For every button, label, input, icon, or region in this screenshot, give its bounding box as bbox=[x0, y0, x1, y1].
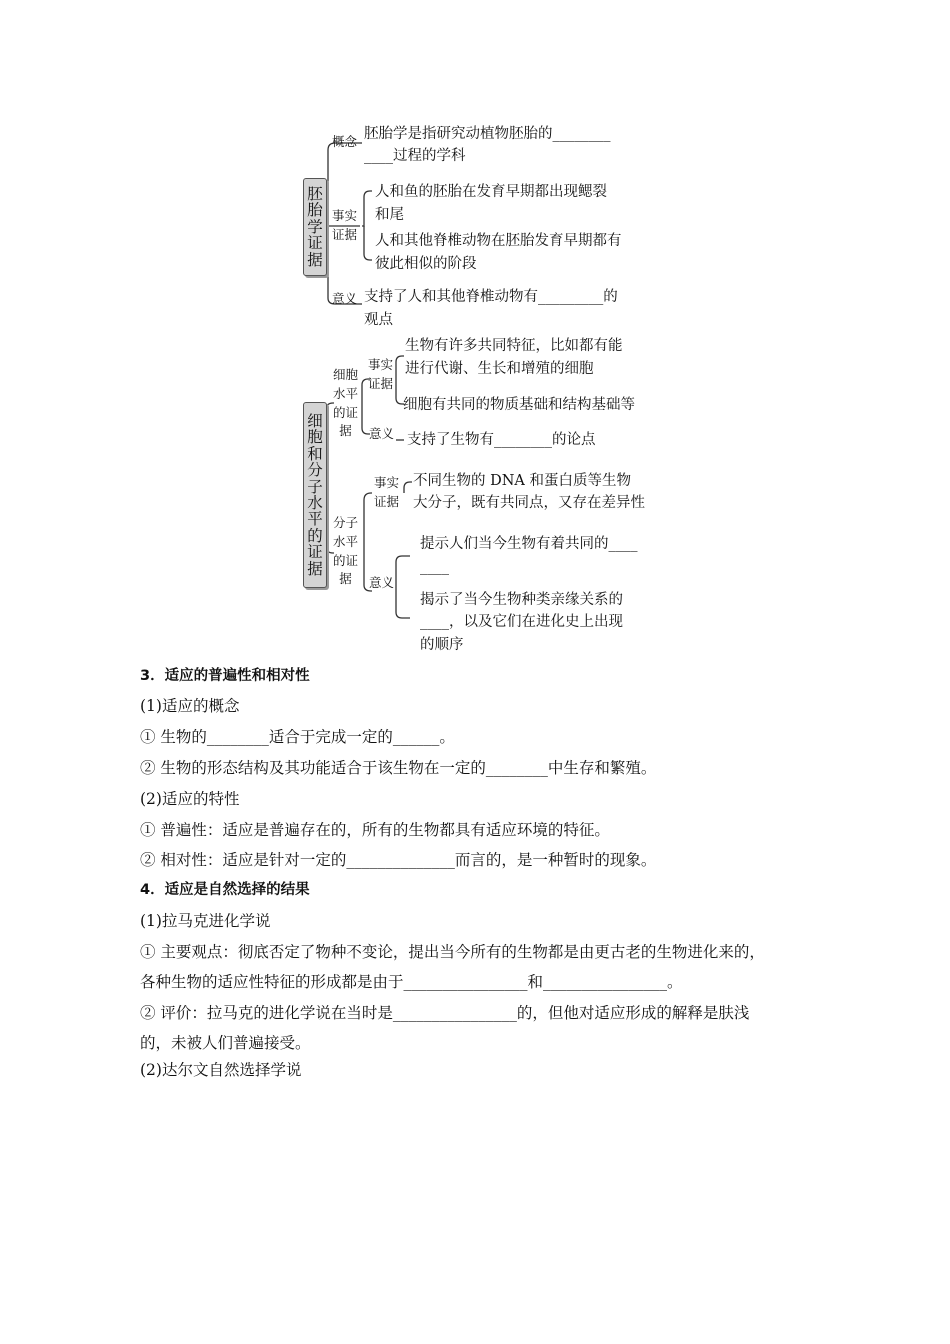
cell-meaning: 支持了生物有________的论点 bbox=[407, 432, 596, 448]
title-char: 和 bbox=[307, 444, 323, 463]
fact1-line2: 和尾 bbox=[375, 207, 404, 223]
molecular-meaning1-line2: ____ bbox=[420, 559, 449, 575]
label-line: 分子 bbox=[333, 515, 359, 530]
cell-fact2: 细胞有共同的物质基础和结构基础等 bbox=[403, 397, 635, 413]
molecular-fact-line1: 不同生物的 DNA 和蛋白质等生物 bbox=[413, 473, 632, 489]
fact1-line1: 人和鱼的胚胎在发育早期都出现鳃裂 bbox=[375, 184, 607, 200]
molecular-meaning2-line3: 的顺序 bbox=[420, 637, 464, 653]
molecular-meaning-label: 意义 bbox=[369, 575, 395, 590]
label-line: 据 bbox=[339, 571, 352, 587]
section3-item4: ② 相对性：适应是针对一定的______________而言的，是一种暂时的现象。 bbox=[140, 851, 657, 869]
fact2-line1: 人和其他脊椎动物在胚胎发育早期都有 bbox=[375, 233, 622, 249]
title-char: 证 bbox=[307, 234, 323, 253]
concept-label: 概念 bbox=[332, 134, 358, 149]
title-char: 胎 bbox=[307, 201, 323, 220]
section3-item1: ① 生物的________适合于完成一定的______。 bbox=[140, 728, 455, 746]
title-char: 细 bbox=[307, 411, 323, 430]
title-char: 胚 bbox=[307, 184, 323, 203]
cell-fact-label bbox=[368, 356, 393, 394]
cell-molecular-evidence-title bbox=[303, 402, 327, 588]
title-char: 分 bbox=[307, 461, 323, 480]
title-char: 水 bbox=[307, 494, 323, 512]
section4-sub2: (2)达尔文自然选择学说 bbox=[140, 1061, 302, 1079]
molecular-fact-line2: 大分子，既有共同点，又存在差异性 bbox=[413, 495, 645, 511]
section4-item2-line1: ② 评价：拉马克的进化学说在当时是________________的，但他对适应形成的解释是肤浅 bbox=[140, 1004, 750, 1022]
meaning-text-line1: 支持了人和其他脊椎动物有_________的 bbox=[364, 289, 618, 305]
molecular-meaning2-line2: ____，以及它们在进化史上出现 bbox=[420, 614, 623, 630]
meaning-text-line2: 观点 bbox=[364, 312, 393, 328]
section3-sub1: (1)适应的概念 bbox=[140, 697, 240, 715]
concept-text-line1: 胚胎学是指研究动植物胚胎的________ bbox=[364, 126, 611, 142]
label-line: 细胞 bbox=[333, 367, 359, 382]
cell-fact1-line1: 生物有许多共同特征，比如都有能 bbox=[405, 338, 623, 354]
label-line: 水平 bbox=[333, 385, 359, 401]
label-line: 的证 bbox=[333, 404, 359, 420]
title-char: 据 bbox=[307, 250, 323, 269]
title-char: 胞 bbox=[307, 428, 323, 447]
meaning-label: 意义 bbox=[332, 291, 358, 306]
label-line: 的证 bbox=[333, 552, 359, 568]
label-line: 事实 bbox=[368, 357, 394, 372]
fact-evidence-label bbox=[332, 207, 357, 245]
title-char: 子 bbox=[307, 477, 323, 496]
title-char: 平 bbox=[307, 510, 323, 529]
label-line: 证据 bbox=[374, 493, 400, 509]
label-line: 事实 bbox=[332, 208, 358, 223]
molecular-fact-label bbox=[374, 474, 399, 512]
section3-item3: ① 普遍性：适应是普遍存在的，所有的生物都具有适应环境的特征。 bbox=[140, 821, 610, 839]
section3-heading: 3．适应的普遍性和相对性 bbox=[140, 668, 310, 684]
cell-meaning-label: 意义 bbox=[369, 426, 395, 441]
title-char: 证 bbox=[307, 543, 323, 562]
section3-item2: ② 生物的形态结构及其功能适合于该生物在一定的________中生存和繁殖。 bbox=[140, 759, 657, 777]
label-line: 水平 bbox=[333, 533, 359, 549]
label-line: 事实 bbox=[374, 475, 400, 490]
embryology-evidence-title bbox=[303, 178, 327, 276]
title-char: 的 bbox=[307, 526, 323, 545]
molecular-level-label bbox=[333, 514, 358, 589]
title-char: 据 bbox=[307, 559, 323, 578]
title-char: 学 bbox=[307, 217, 323, 236]
section4-item1-line2: 各种生物的适应性特征的形成都是由于________________和________________。 bbox=[140, 973, 683, 991]
fact2-line2: 彼此相似的阶段 bbox=[375, 256, 477, 272]
section4-sub1: (1)拉马克进化学说 bbox=[140, 912, 271, 930]
molecular-meaning1-line1: 提示人们当今生物有着共同的____ bbox=[420, 536, 638, 552]
molecular-meaning2-line1: 揭示了当今生物种类亲缘关系的 bbox=[420, 592, 623, 608]
label-line: 据 bbox=[339, 423, 352, 439]
cell-fact1-line2: 进行代谢、生长和增殖的细胞 bbox=[405, 361, 594, 377]
section4-item2-line2: 的，未被人们普遍接受。 bbox=[140, 1034, 311, 1052]
section4-item1-line1: ① 主要观点：彻底否定了物种不变论，提出当今所有的生物都是由更古老的生物进化来的， bbox=[140, 943, 765, 961]
label-line: 证据 bbox=[368, 375, 394, 391]
section3-sub2: (2)适应的特性 bbox=[140, 790, 240, 808]
section4-heading: 4．适应是自然选择的结果 bbox=[140, 882, 310, 898]
cell-level-label bbox=[333, 366, 358, 441]
concept-text-line2: ____过程的学科 bbox=[364, 148, 466, 164]
label-line: 证据 bbox=[332, 226, 358, 242]
